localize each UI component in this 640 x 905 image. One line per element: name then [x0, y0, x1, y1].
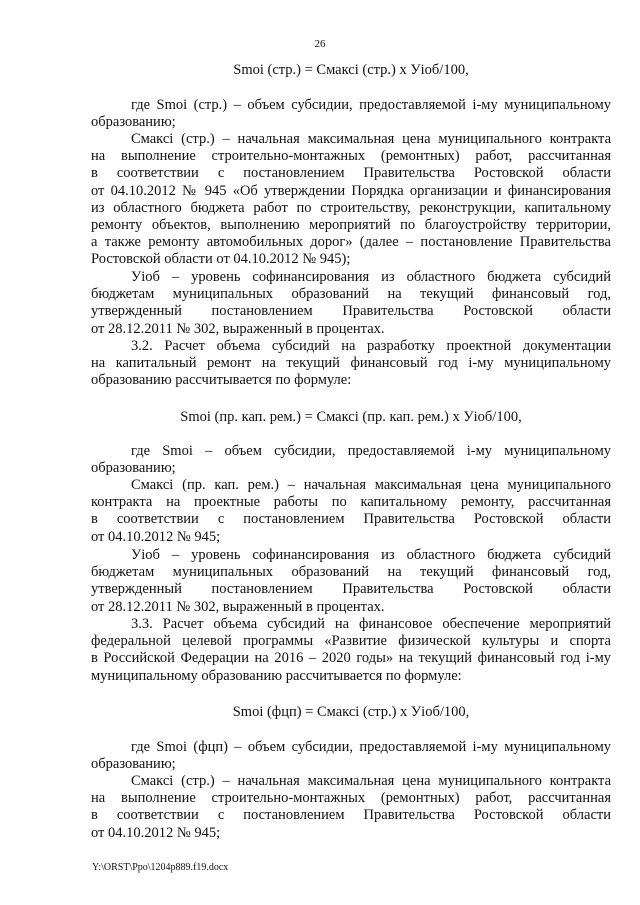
text-line: от 04.10.2012 № 945;	[91, 824, 221, 841]
text-line: на выполнение строительно-монтажных (ремонтных) работ, рассчитанная	[91, 148, 611, 165]
text-line: бюджетам муниципальных образований на текущий финансовый год,	[91, 286, 611, 303]
paragraph-smaks-design	[91, 477, 611, 546]
text-line: образованию;	[91, 460, 176, 477]
text-line: Смаксi (стр.) – начальная максимальная цена муниципального контракта	[131, 131, 611, 147]
paragraph-section-3-3	[91, 616, 611, 685]
formula-smoi-construction: Smoi (стр.) = Смаксi (стр.) x Уioб/100,	[233, 62, 469, 78]
paragraph-smoi-definition-1	[91, 97, 611, 131]
paragraph-uiob-definition-1	[91, 269, 611, 338]
text-line: на выполнение строительно-монтажных (ремонтных) работ, рассчитанная	[91, 790, 611, 807]
text-line: Уioб – уровень софинансирования из областного бюджета субсидий	[131, 269, 611, 285]
text-line: от 28.12.2011 № 302, выраженный в процентах.	[91, 320, 385, 337]
text-line: Уioб – уровень софинансирования из областного бюджета субсидий	[131, 547, 611, 563]
formula-smoi-design: Smoi (пр. кап. рем.) = Смаксi (пр. кап. рем.) x Уioб/100,	[180, 409, 522, 425]
text-line: где Smoi – объем субсидии, предоставляемой i-му муниципальному	[131, 443, 611, 459]
paragraph-smaks-construction	[91, 131, 611, 269]
text-line: в соответствии с постановлением Правительства Ростовской области	[91, 807, 611, 824]
paragraph-smaks-fcp	[91, 773, 611, 842]
text-line: ремонту объектов, выполнению мероприятий по благоустройству территории,	[91, 217, 611, 234]
paragraph-smoi-definition-2	[91, 443, 611, 477]
paragraph-section-3-2	[91, 338, 611, 390]
text-line: образованию рассчитывается по формуле:	[91, 372, 352, 389]
text-line: бюджетам муниципальных образований на текущий финансовый год,	[91, 564, 611, 581]
file-path-footer: Y:\ORST\Ppo\1204p889.f19.docx	[92, 862, 229, 873]
text-line: на капитальный ремонт на текущий финансовый год i-му муниципальному	[91, 355, 611, 372]
text-line: утвержденный постановлением Правительства Ростовской области	[91, 581, 611, 598]
page-number: 26	[314, 38, 326, 50]
text-line: где Smoi (фцп) – объем субсидии, предоставляемой i-му муниципальному	[131, 739, 611, 755]
text-line: образованию;	[91, 114, 176, 131]
text-line: контракта на проектные работы по капитальному ремонту, рассчитанная	[91, 494, 611, 511]
text-line: образованию;	[91, 756, 176, 773]
text-line: Ростовской области от 04.10.2012 № 945);	[91, 251, 351, 268]
text-line: федеральной целевой программы «Развитие физической культуры и спорта	[91, 633, 611, 650]
text-line: а также ремонту автомобильных дорог» (далее – постановление Правительства	[91, 234, 611, 251]
paragraph-smoi-definition-3	[91, 739, 611, 773]
paragraph-uiob-definition-2	[91, 547, 611, 616]
text-line: в соответствии с постановлением Правительства Ростовской области	[91, 165, 611, 182]
text-line: 3.2. Расчет объема субсидий на разработку проектной документации	[131, 338, 611, 354]
text-line: 3.3. Расчет объема субсидий на финансовое обеспечение мероприятий	[131, 616, 611, 632]
text-line: от 28.12.2011 № 302, выраженный в процентах.	[91, 598, 385, 615]
text-line: от 04.10.2012 № 945;	[91, 528, 221, 545]
text-line: в соответствии с постановлением Правительства Ростовской области	[91, 511, 611, 528]
text-line: где Smoi (стр.) – объем субсидии, предоставляемой i-му муниципальному	[131, 97, 611, 113]
text-line: муниципальному образованию рассчитывается по формуле:	[91, 667, 462, 684]
text-line: в Российской Федерации на 2016 – 2020 годы» на текущий финансовый год i-му	[91, 650, 611, 667]
text-line: утвержденный постановлением Правительства Ростовской области	[91, 303, 611, 320]
text-line: Смаксi (стр.) – начальная максимальная цена муниципального контракта	[131, 773, 611, 789]
text-line: Смаксi (пр. кап. рем.) – начальная максимальная цена муниципального	[131, 477, 611, 493]
text-line: от 04.10.2012 № 945 «Об утверждении Порядка организации и финансирования	[91, 182, 611, 199]
text-line: из областного бюджета работ по строительству, реконструкции, капитальному	[91, 199, 611, 216]
formula-smoi-fcp: Smoi (фцп) = Смаксi (стр.) x Уioб/100,	[232, 704, 470, 720]
